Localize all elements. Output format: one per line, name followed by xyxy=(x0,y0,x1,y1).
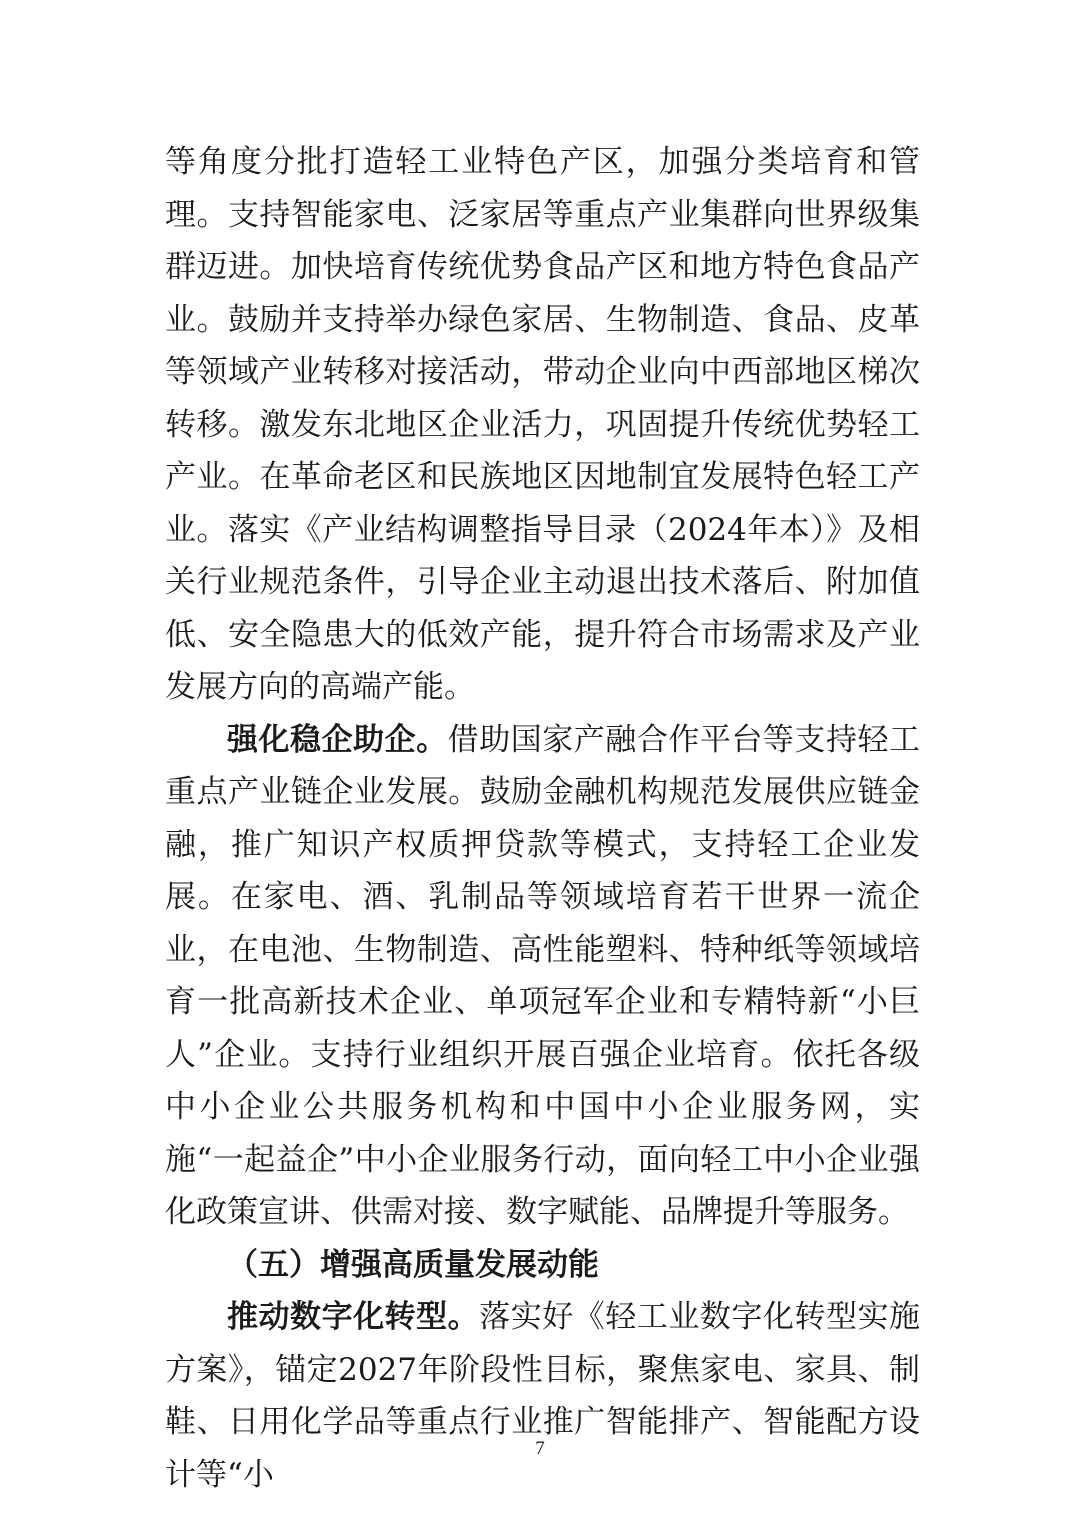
paragraph-text: 落实好《轻工业数字化转型实施方案》，锚定2027年阶段性目标，聚焦家电、家具、制鞋、日用化学品等重点行业推广智能排产、智能配方设计等“小 xyxy=(165,1299,921,1493)
paragraph-lead: 强化稳企助企。 xyxy=(227,721,448,758)
paragraph-text: 借助国家产融合作平台等支持轻工重点产业链企业发展。鼓励金融机构规范发展供应链金融，推广知识产权质押贷款等模式，支持轻工企业发展。在家电、酒、乳制品等领域培育若干世界一流企业，在电池、生物制造、高性能塑料、特种纸等领域培育一批高新技术企业、单项冠军企业和专精特新“小巨人”企业。支持行业组织开展百强企业培育。依托各级中小企业公共服务机构和中国中小企业服务网，实施“一起益企”中小企业服务行动，面向轻工中小企业强化政策宣讲、供需对接、数字赋能、品牌提升等服务。 xyxy=(165,721,921,1230)
page-body xyxy=(165,136,920,1501)
page-number: 7 xyxy=(535,1438,545,1459)
paragraph-lead: 推动数字化转型。 xyxy=(227,1299,480,1335)
paragraph-text: 等角度分批打造轻工业特色产区，加强分类培育和管理。支持智能家电、泛家居等重点产业集群向世界级集群迈进。加快培育传统优势食品产区和地方特色食品产业。鼓励并支持举办绿色家居、生物制造、食品、皮革等领域产业转移对接活动，带动企业向中西部地区梯次转移。激发东北地区企业活力，巩固提升传统优势轻工产业。在革命老区和民族地区因地制宜发展特色轻工产业。落实《产业结构调整指导目录（2024年本）》及相关行业规范条件，引导企业主动退出技术落后、附加值低、安全隐患大的低效产能，提升符合市场需求及产业发展方向的高端产能。 xyxy=(165,144,920,705)
paragraph-continued xyxy=(165,136,920,714)
section-heading: （五）增强高质量发展动能 xyxy=(227,1246,599,1283)
paragraph-stabilize-enterprises xyxy=(165,714,920,1239)
paragraph-digital-transformation xyxy=(165,1291,920,1501)
